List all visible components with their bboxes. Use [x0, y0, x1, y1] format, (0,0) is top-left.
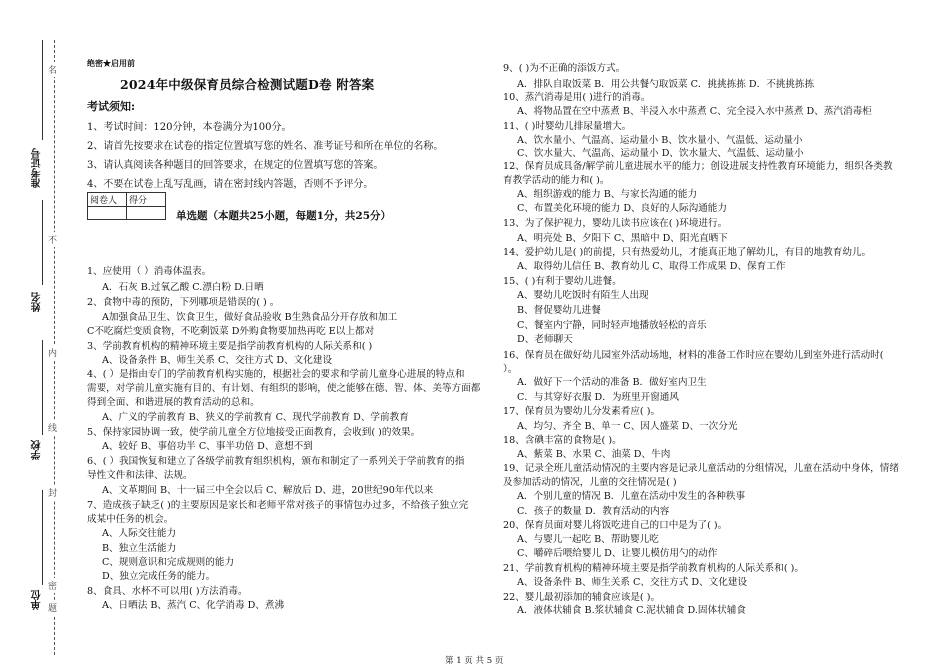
answer-options: B、独立生活能力: [102, 543, 177, 554]
binding-label-name: 姓名: [32, 292, 43, 312]
seal-char: 内: [48, 345, 57, 360]
answer-options: C、布置美化环境的能力 D、良好的人际沟通能力: [517, 203, 727, 214]
name-blank-line: [42, 200, 43, 285]
answer-options: A、日晒法 B、蒸汽 C、化学消毒 D、煮沸: [102, 600, 285, 611]
answer-options: A、设备条件 B、师生关系 C、交往方式 D、文化建设: [517, 577, 748, 588]
question-text: 14、爱护幼儿是( )的前提，只有热爱幼儿，才能真正地了解幼儿，有目的地教育幼儿。: [503, 247, 872, 258]
answer-options: C．与其穿好衣服 D．为班里开窗通风: [517, 392, 679, 403]
score-box-grader: 阅卷人: [88, 193, 127, 207]
section-heading: 单选题（本题共25小题，每题1分，共25分）: [176, 210, 392, 222]
answer-options: C、饮水量大、气温高、运动量小 D、饮水量大、气温低、运动量小: [517, 148, 804, 159]
school-blank-line: [42, 340, 43, 435]
question-text: 11、( )时婴幼儿排尿量增大。: [503, 121, 632, 132]
answer-options: A、与婴儿一起吃 B、帮助婴儿吃: [517, 534, 659, 545]
question-text: 12、保育员成具备/解学前儿童进展水平的能力；创设进展支持性教育环境能力，组织各类教: [503, 161, 893, 172]
answer-options: C、餐室内宁静，同时轻声地播放轻松的音乐: [517, 320, 707, 331]
answer-options: A．个别儿童的情况 B．儿童在活动中发生的各种秩事: [517, 491, 746, 502]
question-text: 6、( ）我国恢复和建立了各级学前教育组织机构，颁布和制定了一系列关于学前教育的指: [87, 456, 465, 467]
question-text: 得到全面、和谐进展的教育活动的总和。: [87, 397, 260, 408]
binding-label-exam-number: 准考证号: [32, 148, 43, 188]
answer-options: A、均匀、齐全 B、单一 C、因人盛菜 D、一次分光: [517, 421, 738, 432]
answer-options: D、老师聊天: [517, 334, 573, 345]
seal-char: 封: [48, 485, 57, 500]
answer-options: A、设备条件 B、师生关系 C、交往方式 D、文化建设: [102, 355, 333, 366]
seal-char: 不: [48, 232, 57, 247]
answer-options: C．孩子的数量 D．教育活动的内容: [517, 506, 670, 517]
question-text: 22、婴儿最初添加的辅食应该是( )。: [503, 592, 661, 603]
answer-options: A、组织游戏的能力 B、与家长沟通的能力: [517, 189, 698, 200]
exam-title: 2024年中级保育员综合检测试题D卷 附答案: [120, 77, 375, 92]
answer-options: A、将物品置在空中蒸煮 B、半浸入水中蒸煮 C、完全浸入水中蒸煮 D、蒸汽消毒柜: [517, 106, 872, 117]
notice-heading: 考试须知:: [87, 100, 136, 113]
question-text: 10、蒸汽消毒是用( )进行的消毒。: [503, 92, 651, 103]
question-text: 需要，对学前儿童实施有目的、有计划、有组织的影响，使之能够在德、智、体、美等方面都: [87, 383, 481, 394]
question-text: 9、( )为不正确的添饭方式。: [503, 63, 626, 74]
answer-options: A、取得幼儿信任 B、教育幼儿 C、取得工作成果 D、保育工作: [517, 261, 786, 272]
answer-options: A．做好下一个活动的准备 B．做好室内卫生: [517, 377, 707, 388]
answer-options: D、独立完成任务的能力。: [102, 571, 216, 582]
question-text: ）。: [503, 364, 518, 375]
question-text: 18、含碘丰富的食物是( )。: [503, 435, 622, 446]
answer-options: C、嚼碎后喂给婴儿 D、让婴儿模仿用勺的动作: [517, 548, 718, 559]
seal-char: 题: [48, 600, 57, 615]
answer-options: A．石灰 B.过氧乙酸 C.漂白粉 D.日晒: [102, 282, 264, 293]
answer-options: A、婴幼儿吃饭时有陌生人出现: [517, 290, 649, 301]
page-footer: 第 1 页 共 5 页: [445, 656, 504, 666]
question-text: 成某中任务的机会。: [87, 514, 174, 525]
question-text: 16、保育员在做好幼儿园室外活动场地，材料的准备工作时应在婴幼儿到室外进行活动时(: [503, 350, 884, 361]
answer-options: A、紫菜 B、水果 C、油菜 D、牛肉: [517, 449, 671, 460]
score-box-grader-blank[interactable]: [88, 207, 127, 220]
question-text: 5、保持家园协调一致，使学前儿童全方位地接受正面教育，会收到( )的效果。: [87, 427, 421, 438]
question-text: 育教学活动的能力和( )。: [503, 175, 610, 186]
question-text: 7、造成孩子缺乏( )的主要原因是家长和老师平常对孩子的事情包办过多，不给孩子独立完: [87, 500, 469, 511]
answer-options: B、督促婴幼儿进餐: [517, 305, 601, 316]
question-text: 及参加活动的情况，儿童的交往情况是( ): [503, 477, 677, 488]
exam-number-blank-line: [42, 40, 43, 140]
notice-item: 3、请认真阅读各种题目的回答要求，在规定的位置填写您的答案。: [87, 160, 384, 171]
seal-char: 密: [48, 578, 57, 593]
seal-char: 名: [48, 62, 57, 77]
question-text: 19、记录全班儿童活动情况的主要内容是记录儿童活动的分组情况，儿童在活动中身体，情绪: [503, 463, 899, 474]
question-text: 导性文件和法律、法规。: [87, 470, 193, 481]
question-text: 1、应使用（ ）消毒体温表。: [87, 266, 212, 277]
notice-item: 1、考试时间：120分钟，本卷满分为100分。: [87, 122, 292, 133]
answer-options: A加强食品卫生、饮食卫生，做好食品验收 B生熟食品分开存放和加工: [102, 312, 398, 323]
binding-label-school: 学校: [32, 440, 43, 460]
answer-options: A、较好 B、事倍功半 C、事半功倍 D、意想不到: [102, 441, 313, 452]
question-text: 4、( ）是指由专门的学前教育机构实施的，根据社会的要求和学前儿童身心进展的特点和: [87, 369, 465, 380]
question-text: 2、食物中毒的预防，下列哪项是错误的( ) 。: [87, 297, 280, 308]
score-box: [87, 192, 166, 220]
question-text: 17、保育员为婴幼儿分发素肴应( )。: [503, 406, 661, 417]
answer-options: A、广义的学前教育 B、狭义的学前教育 C、现代学前教育 D、学前教育: [102, 412, 409, 423]
question-text: C不吃腐烂变质食物，不吃剩饭菜 D外购食物要加热再吃 E以上都对: [87, 326, 375, 337]
question-text: 13、为了保护视力，婴幼儿读书应该在( )环境进行。: [503, 218, 728, 229]
question-text: 15、( )有利于婴幼儿进餐。: [503, 276, 622, 287]
score-box-score: 得分: [127, 193, 166, 207]
binding-label-unit: 单位: [32, 590, 43, 610]
answer-options: A、人际交往能力: [102, 528, 177, 539]
secret-mark: 绝密★启用前: [87, 58, 135, 68]
notice-item: 4、不要在试卷上乱写乱画，请在密封线内答题，否则不予评分。: [87, 179, 374, 190]
answer-options: A、明亮处 B、夕阳下 C、黑暗中 D、阳光直晒下: [517, 233, 728, 244]
answer-options: C、规则意识和完成规则的能力: [102, 557, 235, 568]
notice-item: 2、请首先按要求在试卷的指定位置填写您的姓名、准考证号和所在单位的名称。: [87, 141, 444, 152]
answer-options: A．液体状辅食 B.浆状辅食 C.泥状辅食 D.固体状辅食: [517, 605, 746, 616]
question-text: 20、保育员面对婴儿将饭吃进自己的口中是为了( )。: [503, 520, 728, 531]
unit-blank-line: [42, 490, 43, 585]
score-box-score-blank[interactable]: [127, 207, 166, 220]
answer-options: A．排队自取饭菜 B．用公共餐勺取饭菜 C．挑挑拣拣 D．不挑挑拣拣: [517, 79, 815, 90]
answer-options: A、文革期间 B、十一届三中全会以后 C、解放后 D、进，20世纪90年代以来: [102, 485, 434, 496]
question-text: 21、学前教育机构的精神环境主要是指学前教育机构的人际关系和( )。: [503, 563, 804, 574]
answer-options: A、饮水量小、气温高、运动量小 B、饮水量小、气温低、运动量小: [517, 135, 803, 146]
question-text: 8、食具、水杯不可以用( )方法消毒。: [87, 586, 248, 597]
question-text: 3、学前教育机构的精神环境主要是指学前教育机构的人际关系和( ): [87, 341, 373, 352]
seal-char: 线: [48, 420, 57, 435]
